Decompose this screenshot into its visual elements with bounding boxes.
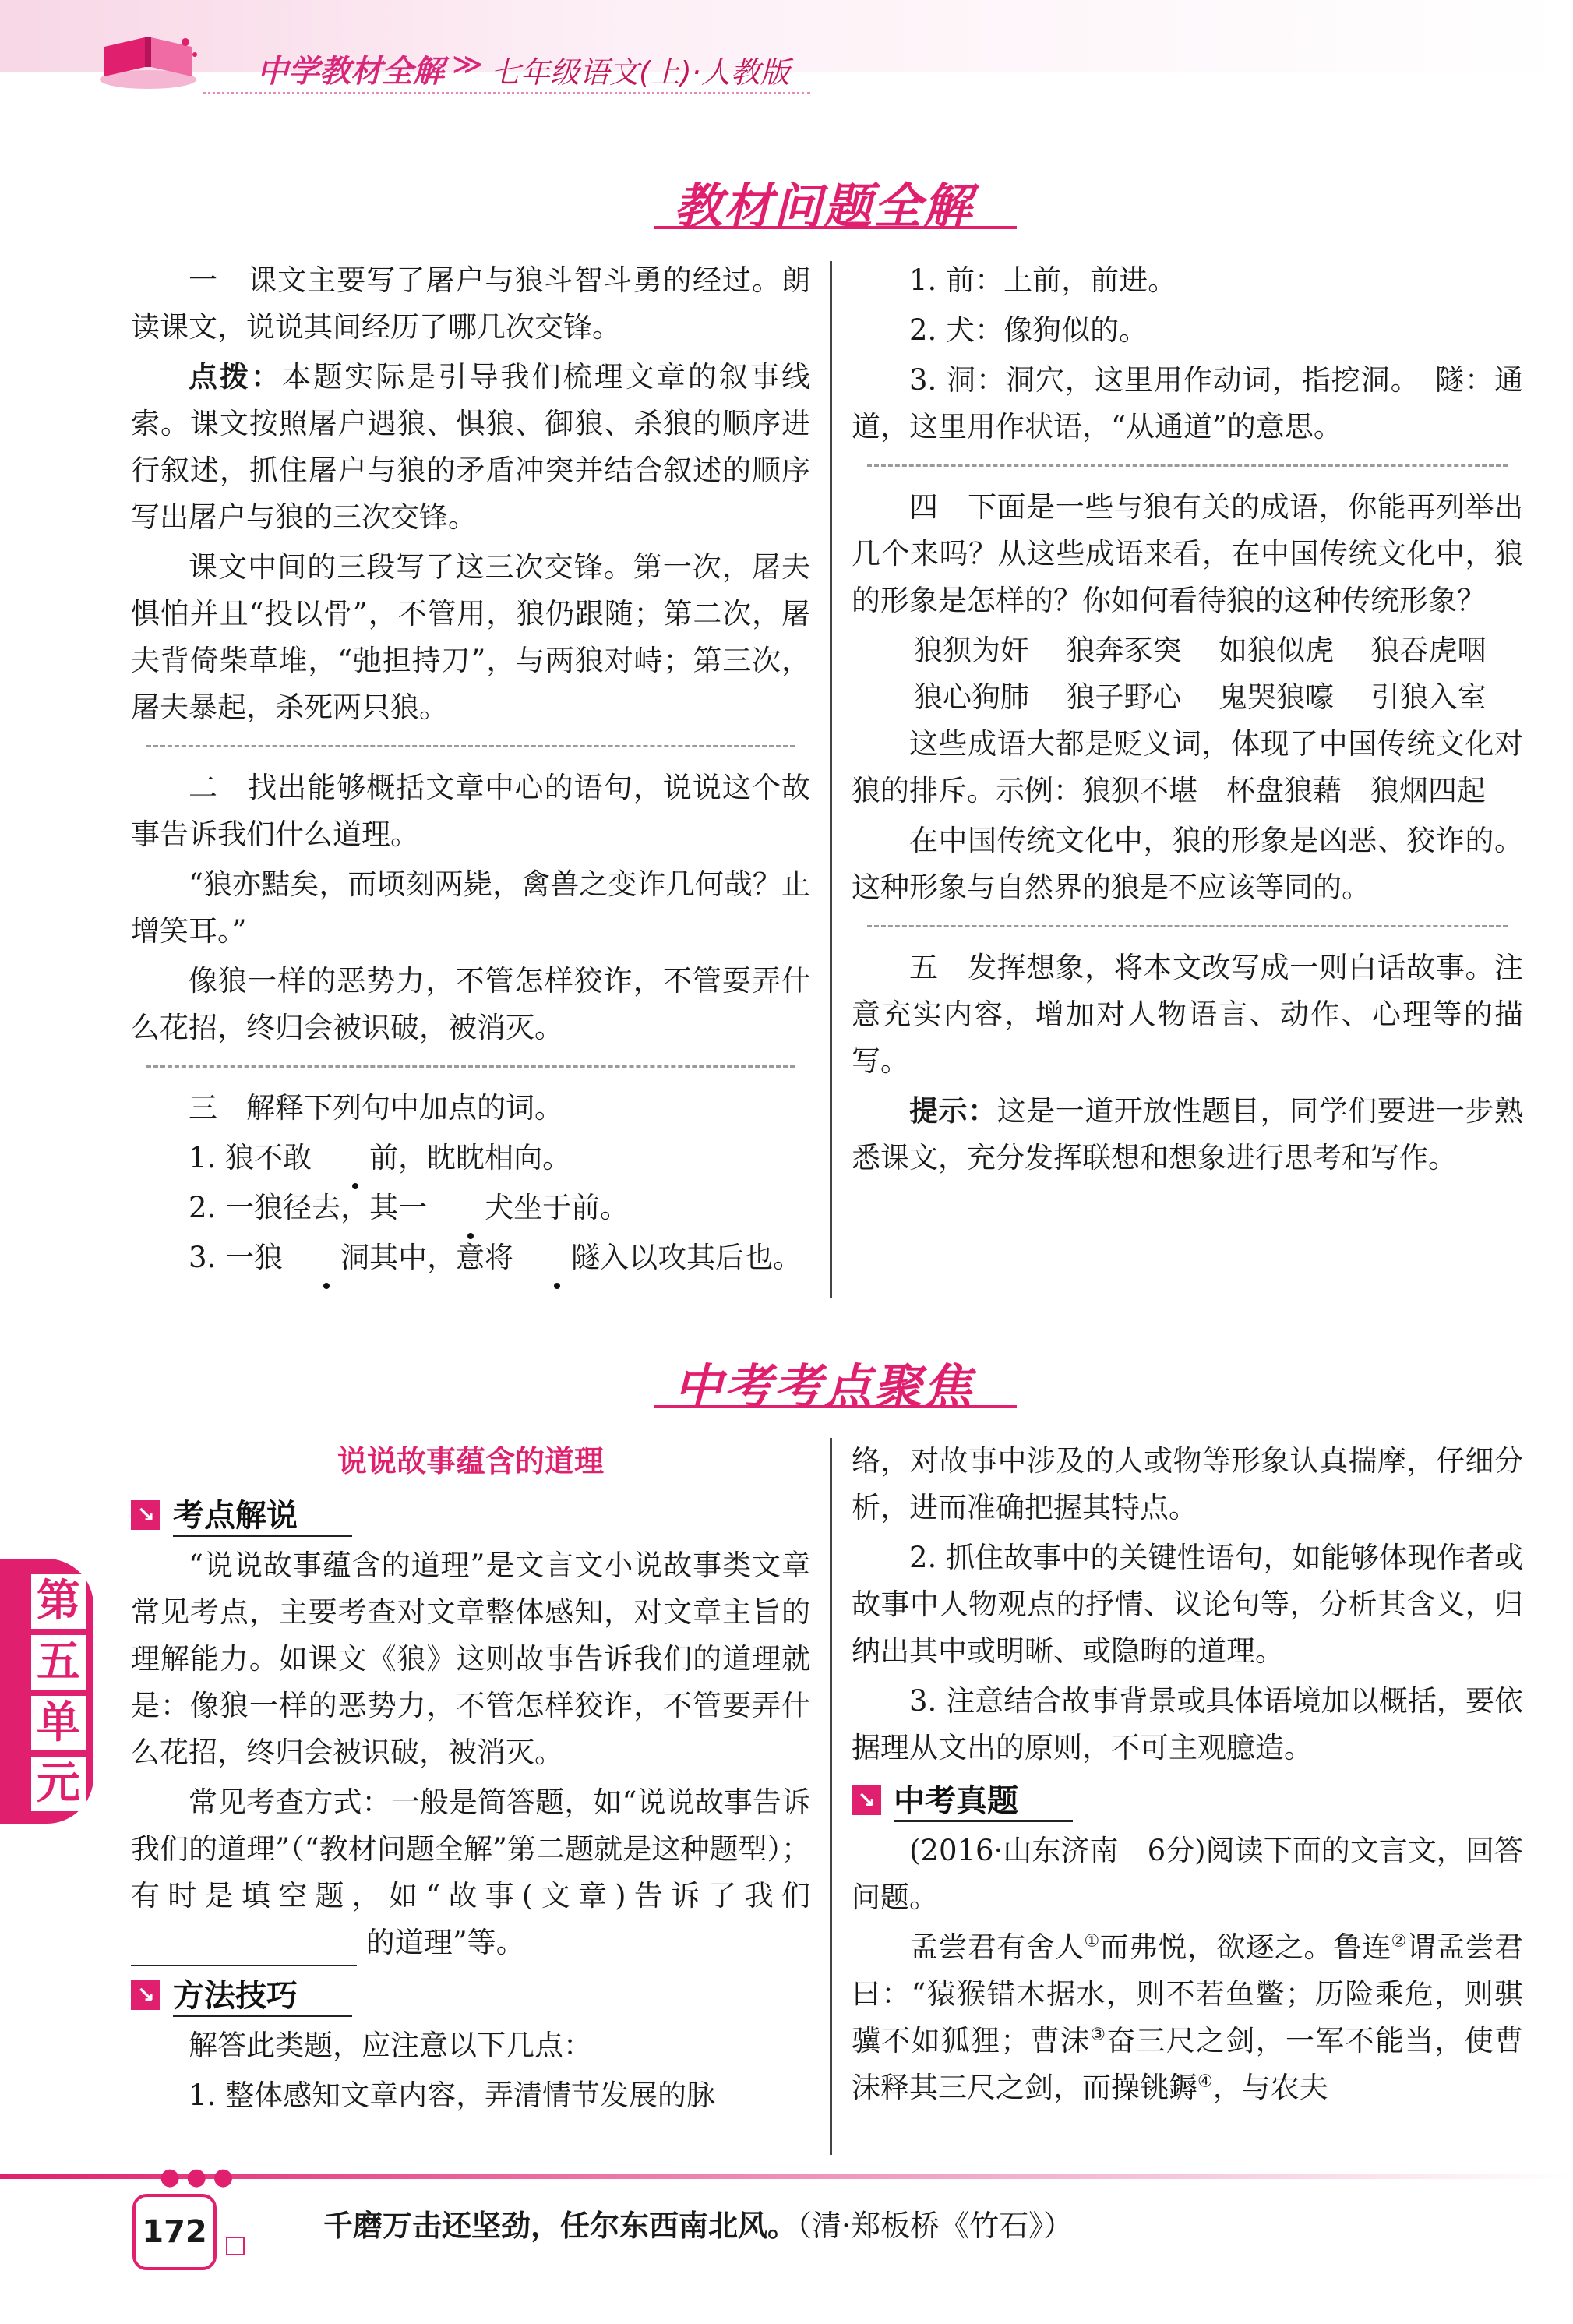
footer-source: （清·郑板桥《竹石》）: [797, 2209, 1074, 2243]
unit-tab-char: 第: [31, 1574, 86, 1629]
question-1-tip: [131, 354, 810, 541]
idiom: 狼奔豕突: [1066, 634, 1182, 667]
tip-label: 点拨：: [189, 360, 283, 394]
idiom: 狼狈为奸: [914, 634, 1029, 667]
footnote-marker: ④: [1197, 2071, 1213, 2092]
label-underline: [894, 1820, 1073, 1822]
section1-right-column: [852, 257, 1523, 1185]
dashed-divider: [146, 745, 795, 747]
header-underline: [203, 92, 810, 94]
dotted-word: 洞: [283, 1234, 369, 1281]
arrow-icon: ↘: [131, 1980, 160, 2010]
footnote-marker: ②: [1391, 1931, 1407, 1951]
answer-3-line-2: 2. 犬：像狗似的。: [909, 313, 1148, 347]
method-1: 1. 整体感知文章内容，弄清情节发展的脉: [189, 2079, 716, 2112]
exam-format-text: 常见考查方式：一般是简答题，如“说说故事告诉我们的道理”（“教材问题全解”第二题就是这种题型）；有时是填空题，如“故事(文章)告诉了我们 的道理”等。: [131, 1779, 810, 1966]
question-2-quote: “狼亦黠矣，而顷刻两毙，禽兽之变诈几何哉？止增笑耳。”: [131, 867, 810, 948]
answer-3-line-3: 3. 洞：洞穴，这里用作动词，指挖洞。 隧：通道，这里用作状语，“从通道”的意思。: [852, 363, 1523, 443]
question-2-answer: 像狼一样的恶势力，不管怎样狡诈，不管耍弄什么花招，终归会被识破，被消灭。: [131, 964, 810, 1044]
method-2: 2. 抓住故事中的关键性语句，如能够体现作者或故事中人物观点的抒情、议论句等，分析其含义，归纳出其中或明晰、或隐晦的道理。: [852, 1541, 1523, 1668]
label-text: 方法技巧: [173, 1978, 298, 2014]
label-real-exam: [852, 1775, 1523, 1824]
methods-intro: 解答此类题，应注意以下几点：: [189, 2029, 592, 2062]
idiom: 狼吞虎咽: [1370, 634, 1487, 667]
dashed-divider: [146, 1065, 795, 1068]
dotted-word: 隧: [513, 1234, 600, 1281]
dashed-divider: [867, 925, 1508, 927]
idiom: 引狼入室: [1370, 680, 1487, 714]
section-title-textbook-questions: 教材问题全解: [674, 178, 974, 235]
dotted-word: 前: [312, 1135, 398, 1181]
section-title-rule: [654, 1405, 1017, 1408]
question-3-item-3: 3. 一狼 洞其中，意将 隧入以攻其后也。: [131, 1234, 810, 1281]
page-header: [0, 0, 1573, 101]
column-divider: [830, 261, 832, 1298]
question-3-item-2: 2. 一狼径去，其一 犬坐于前。: [131, 1185, 810, 1231]
footnote-marker: ③: [1090, 2025, 1107, 2045]
answer-3-line-1: 1. 前：上前，前进。: [909, 263, 1177, 297]
footer-dots: ●●●: [160, 2163, 240, 2191]
series-title: 中学教材全解: [257, 54, 444, 90]
section2-right-column: [852, 1438, 1523, 2114]
arrow-icon: ↘: [852, 1785, 881, 1815]
section1-left-column: [131, 257, 810, 1284]
idiom: 狼心狗肺: [914, 680, 1029, 714]
page-number: 172: [132, 2194, 217, 2270]
topic-subtitle: 说说故事蕴含的道理: [337, 1444, 604, 1478]
tip-label: 提示：: [909, 1094, 997, 1128]
book-logo-icon: [93, 31, 203, 94]
footer-square-icon: [226, 2237, 245, 2255]
classical-passage: 孟尝君有舍人①而弗悦，欲逐之。鲁连②谓孟尝君曰：“猿猴错木据水，则不若鱼鳖；历险乘危，则骐骥不如狐狸；曹沫③奋三尺之剑，一军不能当，使曹沫释其三尺之剑，而操铫鎒④，与农夫: [852, 1930, 1523, 2104]
question-2: 二 找出能够概括文章中心的语句，说说这个故事告诉我们什么道理。: [131, 771, 810, 851]
question-1-answer: 课文中间的三段写了这三次交锋。第一次，屠夫惧怕并且“投以骨”，不管用，狼仍跟随；第二次，屠夫背倚柴草堆，“弛担持刀”，与两狼对峙；第三次，屠夫暴起，杀死两只狼。: [131, 550, 810, 724]
question-1: 一 课文主要写了屠户与狼斗智斗勇的经过。朗读课文，说说其间经历了哪几次交锋。: [131, 263, 810, 344]
label-text: 中考真题: [894, 1783, 1018, 1819]
idiom-list: [852, 627, 1523, 721]
footnote-marker: ①: [1084, 1931, 1100, 1951]
label-underline: [173, 1535, 352, 1537]
label-methods: [131, 1969, 810, 2019]
book-title: 七年级语文(上)·人教版: [491, 55, 790, 90]
label-exam-point: [131, 1489, 810, 1539]
label-text: 考点解说: [173, 1498, 298, 1534]
section-title-exam-focus: 中考考点聚焦: [674, 1358, 974, 1415]
question-4: 四 下面是一些与狼有关的成语，你能再列举出几个来吗？从这些成语来看，在中国传统文化中，狼的形象是怎样的？你如何看待狼的这种传统形象？: [852, 490, 1523, 617]
question-3-item-1: 1. 狼不敢 前，眈眈相向。: [131, 1135, 810, 1181]
label-underline: [173, 2015, 352, 2017]
column-divider: [830, 1438, 832, 2155]
exam-source: (2016·山东济南 6分)阅读下面的文言文，回答问题。: [852, 1834, 1523, 1914]
method-1-cont: 络，对故事中涉及的人或物等形象认真揣摩，仔细分析，进而准确把握其特点。: [852, 1444, 1523, 1524]
tip-text: 本题实际是引导我们梳理文章的叙事线索。课文按照屠户遇狼、惧狼、御狼、杀狼的顺序进行叙述，抓住屠户与狼的矛盾冲突并结合叙述的顺序写出屠户与狼的三次交锋。: [131, 360, 811, 534]
arrow-icon: ↘: [131, 1500, 160, 1530]
idiom: 鬼哭狼嚎: [1219, 680, 1334, 714]
idiom: 如狼似虎: [1219, 634, 1334, 667]
question-3: 三 解释下列句中加点的词。: [189, 1091, 563, 1125]
unit-tab-char: 元: [31, 1757, 86, 1811]
footer-quote: 千磨万击还坚劲，任尔东西南北风。（清·郑板桥《竹石》）: [323, 2209, 1074, 2243]
question-5-tip: [852, 1088, 1523, 1181]
header-separator: ≫: [452, 47, 483, 81]
unit-tab-char: 单: [31, 1696, 86, 1750]
question-4-answer-1: 这些成语大都是贬义词，体现了中国传统文化对狼的排斥。示例：狼狈不堪 杯盘狼藉 狼烟四起: [852, 727, 1523, 807]
dashed-divider: [867, 464, 1508, 467]
unit-tab: [0, 1559, 93, 1824]
section2-left-column: [131, 1438, 810, 2122]
method-3: 3. 注意结合故事背景或具体语境加以概括，要依据理从文出的原则，不可主观臆造。: [852, 1684, 1523, 1764]
dotted-word: 犬: [427, 1185, 513, 1231]
tip-text: 这是一道开放性题目，同学们要进一步熟悉课文，充分发挥联想和想象进行思考和写作。: [852, 1094, 1524, 1174]
idiom: 狼子野心: [1066, 680, 1182, 714]
question-4-answer-2: 在中国传统文化中，狼的形象是凶恶、狡诈的。这种形象与自然界的狼是不应该等同的。: [852, 824, 1523, 904]
fill-in-blank: [131, 1937, 357, 1966]
question-5: 五 发挥想象，将本文改写成一则白话故事。注意充实内容，增加对人物语言、动作、心理等的描写。: [852, 951, 1523, 1078]
unit-tab-char: 五: [31, 1635, 86, 1690]
section-title-rule: [654, 226, 1017, 229]
exam-point-text: “说说故事蕴含的道理”是文言文小说故事类文章常见考点，主要考查对文章整体感知，对文章主旨的理解能力。如课文《狼》这则故事告诉我们的道理就是：像狼一样的恶势力，不管怎样狡诈，不管要弄什么花招，终归会被识破，被消灭。: [131, 1549, 810, 1769]
